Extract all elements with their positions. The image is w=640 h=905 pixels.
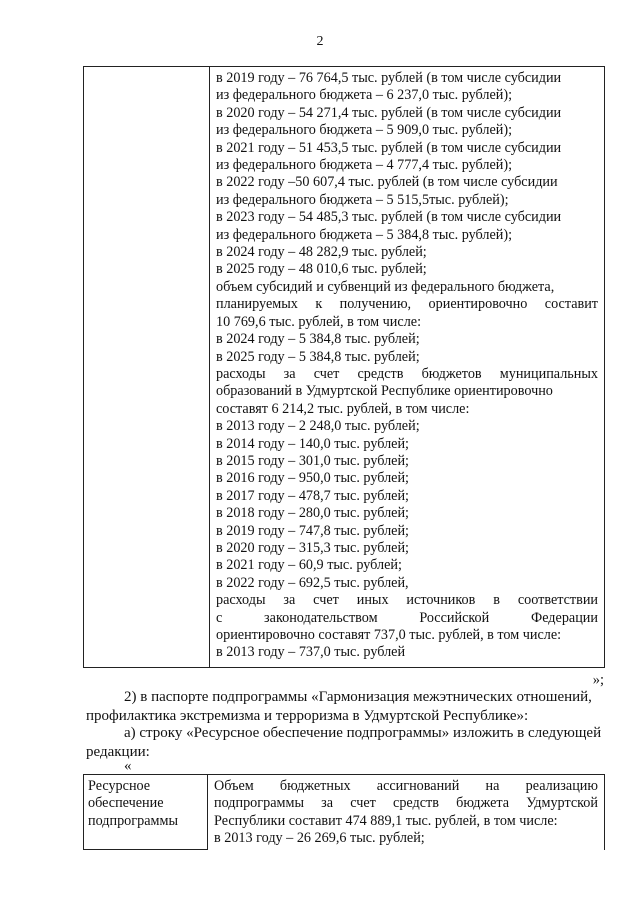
paragraph-item-2 (86, 688, 606, 725)
table1-line: в 2021 году – 51 453,5 тыс. рублей (в том числе субсидии (216, 139, 562, 156)
table1-line: в 2025 году – 48 010,6 тыс. рублей; (216, 261, 427, 278)
funding-details-cell (210, 67, 605, 668)
label-line: Ресурсное (88, 778, 151, 794)
resource-table-new (83, 774, 605, 850)
table1-line: в 2013 году – 2 248,0 тыс. рублей; (216, 418, 420, 435)
table1-line: в 2025 году – 5 384,8 тыс. рублей; (216, 348, 420, 365)
table1-line: из федерального бюджета – 5 384,8 тыс. рублей); (216, 226, 513, 243)
table1-line: составят 6 214,2 тыс. рублей, в том числе: (216, 400, 470, 417)
table1-line: в 2020 году – 315,3 тыс. рублей; (216, 539, 409, 556)
table1-line: планируемых к получению, ориентировочно составит (216, 296, 598, 313)
table1-line: в 2014 году – 140,0 тыс. рублей; (216, 435, 409, 452)
table1-line: в 2024 году – 48 282,9 тыс. рублей; (216, 244, 427, 261)
table1-line: в 2019 году – 76 764,5 тыс. рублей (в том числе субсидии (216, 70, 562, 86)
table1-line: в 2020 году – 54 271,4 тыс. рублей (в том числе субсидии (216, 104, 562, 121)
table1-line: в 2021 году – 60,9 тыс. рублей; (216, 557, 402, 574)
table1-line: из федерального бюджета – 5 515,5тыс. рублей); (216, 191, 509, 208)
table1-line: в 2017 году – 478,7 тыс. рублей; (216, 487, 409, 504)
label-line: обеспечение (88, 795, 164, 812)
table1-line: в 2015 году – 301,0 тыс. рублей; (216, 452, 409, 469)
paragraph-2-line-1: 2) в паспорте подпрограммы «Гармонизация межэтнических отношений, (124, 689, 592, 705)
table1-line: в 2018 году – 280,0 тыс. рублей; (216, 505, 409, 522)
table2-line: Республики составит 474 889,1 тыс. рублей, в том числе: (214, 812, 558, 829)
table1-line: расходы за счет средств бюджетов муниципальных (216, 365, 598, 382)
paragraph-item-a (86, 724, 606, 761)
table1-line: из федерального бюджета – 4 777,4 тыс. рублей); (216, 157, 513, 174)
table1-line: в 2022 году – 692,5 тыс. рублей, (216, 574, 409, 591)
paragraph-a-line-1: а) строку «Ресурсное обеспечение подпрограммы» изложить в следующей (124, 725, 602, 741)
table1-line: в 2023 году – 54 485,3 тыс. рублей (в том числе субсидии (216, 209, 562, 226)
label-line: подпрограммы (88, 812, 178, 829)
table1-line: в 2013 году – 737,0 тыс. рублей (216, 644, 406, 661)
table1-line: в 2024 году – 5 384,8 тыс. рублей; (216, 331, 420, 348)
table1-line: ориентировочно составят 737,0 тыс. рублей, в том числе: (216, 627, 562, 643)
resource-label-cell (84, 775, 208, 850)
table2-line: в 2013 году – 26 269,6 тыс. рублей; (214, 830, 425, 847)
table1-line: из федерального бюджета – 6 237,0 тыс. рублей); (216, 87, 513, 104)
table2-line: подпрограммы за счет средств бюджета Удмуртской (214, 795, 598, 812)
resource-table-continued (83, 66, 605, 668)
table1-line: в 2022 году –50 607,4 тыс. рублей (в том числе субсидии (216, 174, 558, 191)
closing-quote-mark: »; (592, 672, 604, 688)
paragraph-a-line-2: редакции: (86, 743, 150, 760)
table1-line: в 2016 году – 950,0 тыс. рублей; (216, 470, 409, 487)
opening-quote-mark: « (124, 758, 132, 774)
table2-line: Объем бюджетных ассигнований на реализацию (214, 778, 598, 794)
empty-label-cell (84, 67, 210, 668)
table1-line: образований в Удмуртской Республике ориентировочно (216, 383, 553, 400)
resource-value-cell (208, 775, 605, 850)
table1-line: с законодательством Российской Федерации (216, 609, 598, 626)
paragraph-2-line-2: профилактика экстремизма и терроризма в Удмуртской Республике»: (86, 707, 529, 724)
page-number: 2 (316, 34, 324, 49)
table1-line: в 2019 году – 747,8 тыс. рублей; (216, 522, 409, 539)
table1-line: 10 769,6 тыс. рублей, в том числе: (216, 313, 422, 330)
table1-line: объем субсидий и субвенций из федерального бюджета, (216, 278, 555, 295)
table1-line: из федерального бюджета – 5 909,0 тыс. рублей); (216, 122, 513, 139)
table1-line: расходы за счет иных источников в соответствии (216, 592, 598, 609)
